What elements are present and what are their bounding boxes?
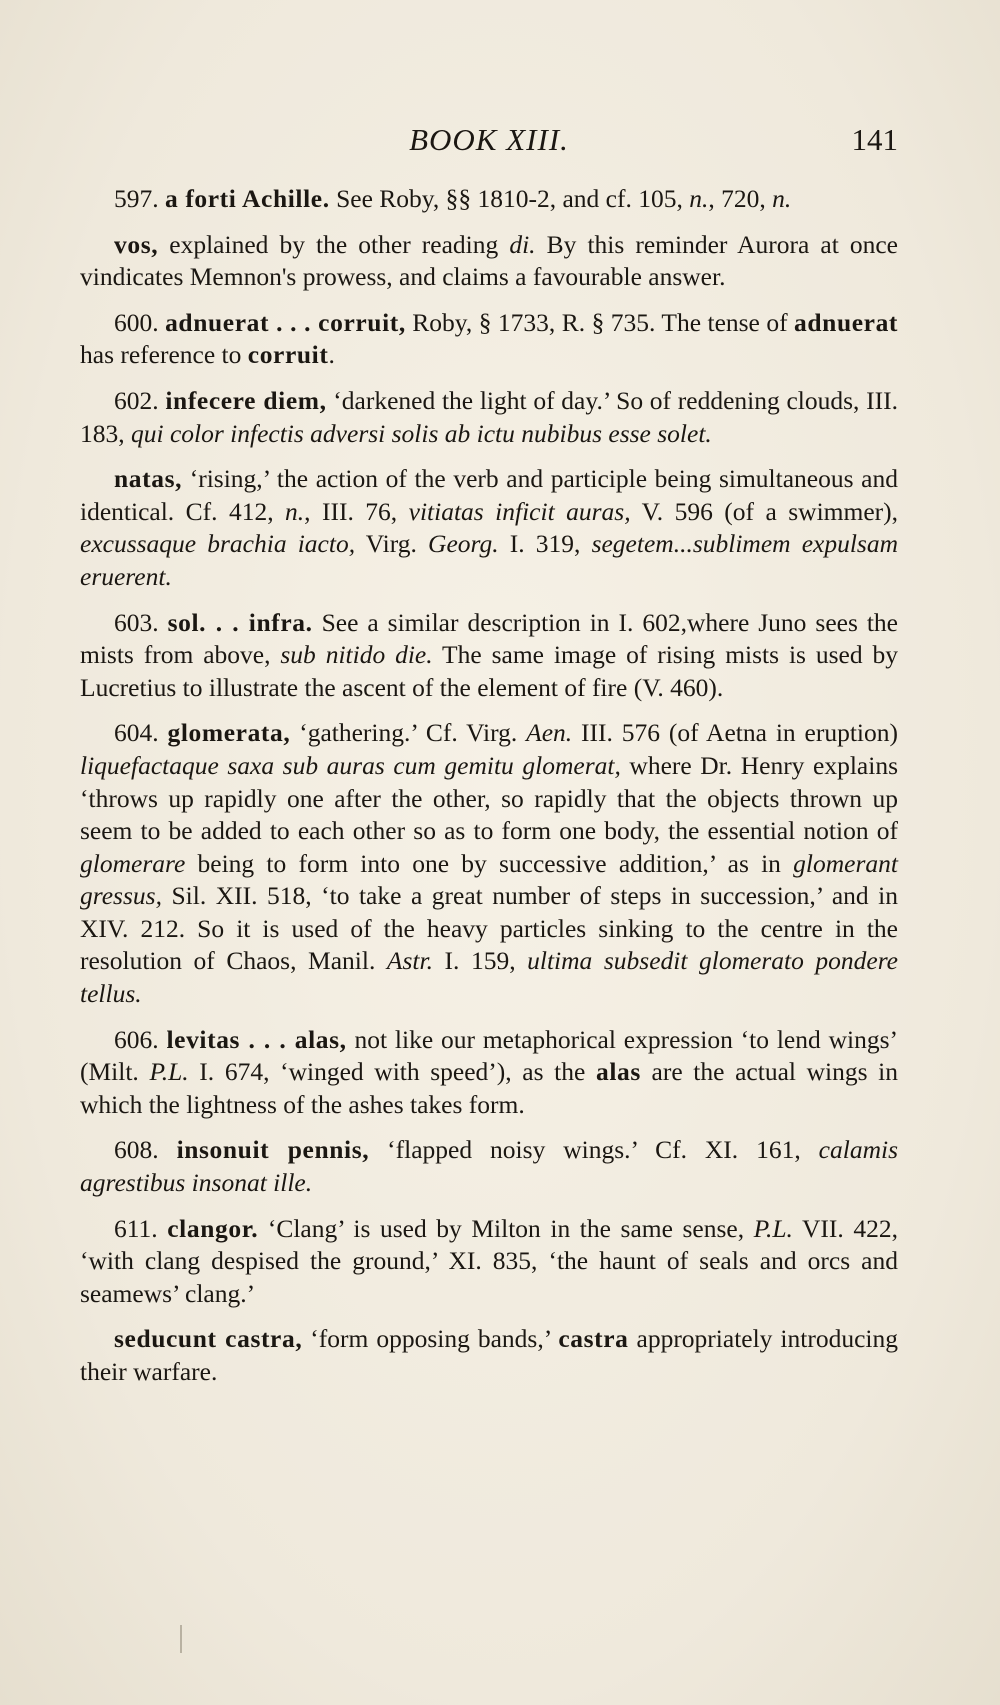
lemma: a forti Achille. (165, 184, 330, 213)
line-number: 600. (114, 307, 159, 337)
note-vos: vos, explained by the other reading di. By this reminder Aurora at once vindicates Memnon's prowess, and claims a favourable answer. (80, 229, 898, 292)
line-number: 603. (114, 607, 159, 637)
lemma: glomerata, (167, 718, 291, 748)
line-number: 606. (114, 1024, 159, 1054)
line-number: 602. (114, 385, 159, 415)
commentary-notes (80, 183, 898, 1389)
line-number: 604. (114, 718, 159, 748)
note-natas: natas, ‘rising,’ the action of the verb and participle being simultaneous and identical. Cf. 412, n., III. 76, vitiatas inficit auras, V. 596 (of a swimmer), excussaque brachia iacto, Virg. Georg. I. 319, segetem...sublimem expulsam eruerent. (80, 464, 899, 591)
page-header (80, 122, 898, 162)
lemma: sol. . . infra. (167, 607, 313, 637)
note-seducunt: seducunt castra, ‘form opposing bands,’ castra appropriately introducing their warfare. (80, 1324, 898, 1386)
note-597: 597. a forti Achille. See Roby, §§ 1810-2, and cf. 105, n., 720, n. (114, 184, 792, 213)
lemma: natas, (114, 464, 183, 494)
margin-mark (180, 1625, 182, 1653)
note-603: 603. sol. . . infra. See a similar description in I. 602,where Juno sees the mists from above, sub nitido die. The same image of rising mists is used by Lucretius to illustrate the ascent of the element of fire (V. 460). (80, 607, 899, 702)
note-611: 611. clangor. ‘Clang’ is used by Milton in the same sense, P.L. VII. 422, ‘with clang despised the ground,’ XI. 835, ‘the haunt of seals and orcs and seamews’ clang.’ (80, 1213, 898, 1308)
note-600: 600. adnuerat . . . corruit, Roby, § 1733, R. § 735. The tense of adnuerat has reference to corruit. (80, 307, 899, 370)
note-606: 606. levitas . . . alas, not like our metaphorical expression ‘to lend wings’ (Milt. P.L. I. 674, ‘winged with speed’), as the alas are the actual wings in which the lightness of the ashes takes form. (80, 1024, 899, 1119)
lemma: adnuerat . . . corruit, (165, 307, 406, 337)
running-title: BOOK XIII. (409, 122, 569, 157)
page-number: 141 (851, 122, 898, 157)
lemma: levitas . . . alas, (166, 1024, 347, 1054)
lemma: seducunt castra, (114, 1324, 303, 1354)
lemma: infecere diem, (165, 385, 327, 415)
line-number: 608. (114, 1135, 159, 1165)
lemma: vos, (114, 229, 159, 259)
line-number: 597. (114, 184, 159, 213)
lemma: clangor. (167, 1213, 259, 1243)
line-number: 611. (114, 1213, 158, 1243)
note-608: 608. insonuit pennis, ‘flapped noisy wings.’ Cf. XI. 161, calamis agrestibus insonat ille. (80, 1135, 898, 1198)
lemma: insonuit pennis, (176, 1135, 370, 1165)
note-604: 604. glomerata, ‘gathering.’ Cf. Virg. Aen. III. 576 (of Aetna in eruption) liquefactaque saxa sub auras cum gemitu glomerat, where Dr. Henry explains ‘throws up rapidly one after the other, so rapidly that the objects thrown up seem to be added to each other so as to form one body, the essential notion of glomerare being to form into one by successive addition,’ as in glomerant gressus, Sil. XII. 518, ‘to take a great number of steps in succession,’ and in XIV. 212. So it is used of the heavy particles sinking to the centre in the resolution of Chaos, Manil. Astr. I. 159, ultima subsedit glomerato pondere tellus. (80, 718, 898, 1009)
note-602: 602. infecere diem, ‘darkened the light of day.’ So of reddening clouds, III. 183, qui color infectis adversi solis ab ictu nubibus esse solet. (80, 385, 898, 448)
